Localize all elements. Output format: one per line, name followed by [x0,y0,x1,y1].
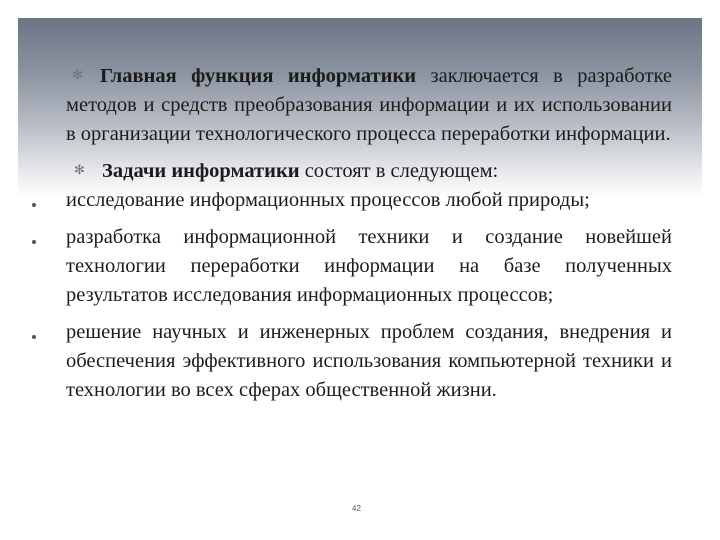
intro-bold: Главная функция информатики [100,65,417,87]
list-item-text: разработка информационной техники и создание новейшей технологии переработки информации на базе полученных результатов исследования информационных процессов; [66,226,672,306]
bullet-dot-icon [32,203,36,207]
bullet-dot-icon [32,335,36,339]
list-item [66,223,672,310]
list-item [66,186,672,215]
intro-paragraph [66,60,672,149]
bullet-dot-icon [32,240,36,244]
slide-content [66,60,672,405]
tasks-bold: Задачи информатики [102,160,300,182]
intro-text: заключается в разработке методов и средств преобразования информации и их использовании в организации технологического процесса переработки информации. [66,65,672,145]
star-bullet-icon: ✻ [72,67,83,82]
list-item-text: исследование информационных процессов любой природы; [66,189,590,211]
list-item [66,318,672,405]
tasks-text: состоят в следующем: [299,160,499,182]
star-bullet-icon: ✻ [74,162,85,177]
tasks-heading [66,155,672,186]
list-item-text: решение научных и инженерных проблем создания, внедрения и обеспечения эффективного использования компьютерной техники и технологии во всех сферах общественной жизни. [66,321,672,401]
page-number: 42 [352,504,361,513]
